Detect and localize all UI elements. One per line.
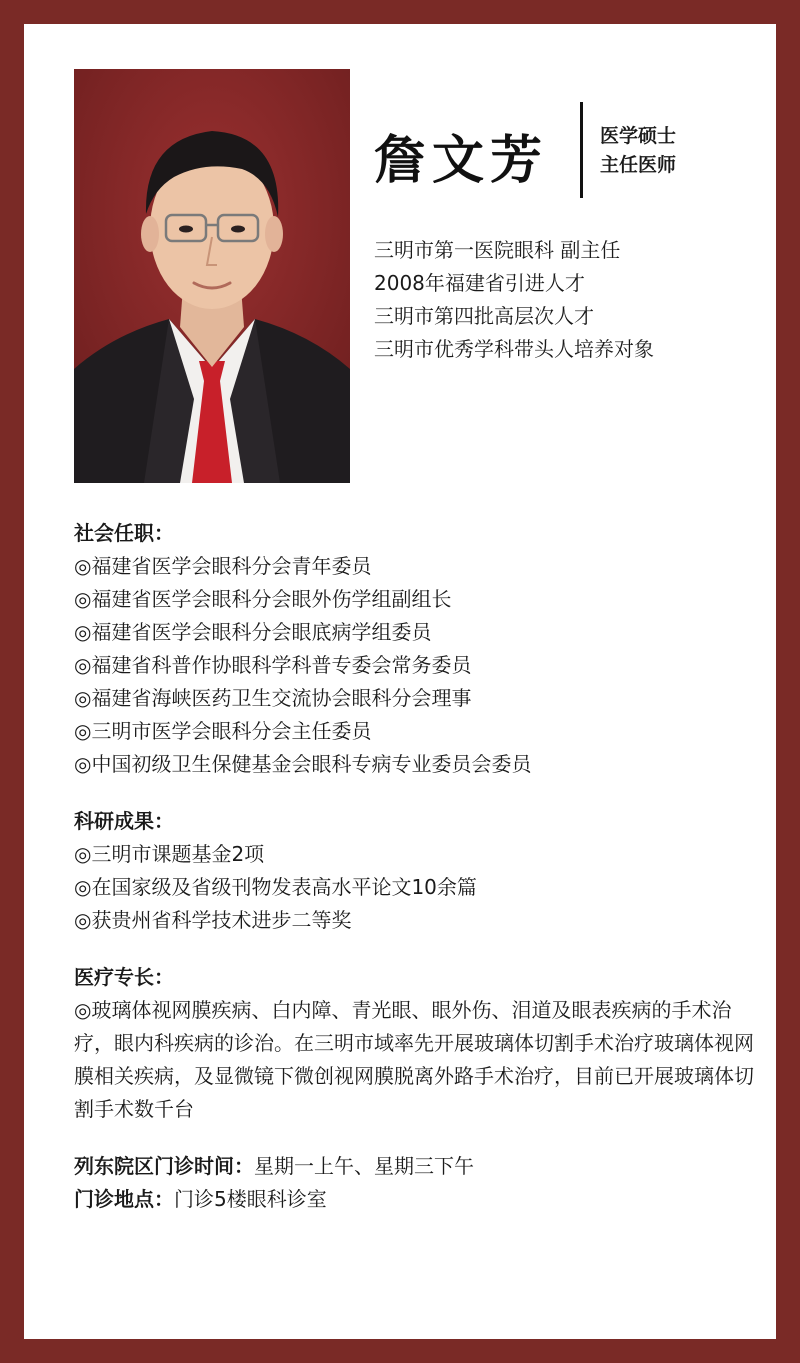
- specialty-text: ◎玻璃体视网膜疾病、白内障、青光眼、眼外伤、泪道及眼表疾病的手术治疗，眼内科疾病的诊治。在三明市域率先开展玻璃体切割手术治疗玻璃体视网膜相关疾病，及显微镜下微创视网膜脱离外路手术治疗，目前已开展玻璃体切割手术数千台: [74, 998, 754, 1121]
- list-item: ◎在国家级及省级刊物发表高水平论文10余篇: [74, 875, 477, 899]
- clinic-time: [74, 1150, 754, 1183]
- doctor-photo: [74, 69, 350, 483]
- profile-card: [24, 24, 776, 1339]
- doctor-intro: [374, 234, 654, 366]
- research-section: [74, 805, 754, 937]
- list-item: ◎三明市课题基金2项: [74, 842, 265, 866]
- list-item: ◎福建省海峡医药卫生交流协会眼科分会理事: [74, 686, 472, 710]
- name-divider: [580, 102, 583, 198]
- doctor-titles: [600, 122, 676, 180]
- title-degree: 医学硕士: [600, 125, 677, 147]
- profile-sections: [74, 517, 754, 1240]
- clinic-section: [74, 1150, 754, 1216]
- list-item: ◎福建省医学会眼科分会青年委员: [74, 554, 372, 578]
- clinic-time-value: 星期一上午、星期三下午: [254, 1154, 474, 1178]
- section-heading: 科研成果：: [74, 809, 174, 833]
- doctor-name: 詹文芳: [374, 130, 549, 191]
- intro-line: 三明市第一医院眼科 副主任: [374, 238, 621, 262]
- specialty-section: [74, 961, 754, 1126]
- list-item: ◎三明市医学会眼科分会主任委员: [74, 719, 372, 743]
- section-heading: 医疗专长：: [74, 965, 174, 989]
- intro-line: 三明市第四批高层次人才: [374, 304, 594, 328]
- intro-line: 2008年福建省引进人才: [374, 271, 585, 295]
- list-item: ◎福建省科普作协眼科学科普专委会常务委员: [74, 653, 472, 677]
- title-rank: 主任医师: [600, 154, 677, 176]
- intro-line: 三明市优秀学科带头人培养对象: [374, 337, 654, 361]
- list-item: ◎福建省医学会眼科分会眼底病学组委员: [74, 620, 432, 644]
- list-item: ◎获贵州省科学技术进步二等奖: [74, 908, 352, 932]
- list-item: ◎中国初级卫生保健基金会眼科专病专业委员会委员: [74, 752, 532, 776]
- clinic-time-label: 列东院区门诊时间：: [74, 1154, 254, 1178]
- section-heading: 社会任职：: [74, 521, 174, 545]
- doctor-portrait-illustration: [74, 69, 350, 483]
- clinic-location-label: 门诊地点：: [74, 1187, 174, 1211]
- clinic-location-value: 门诊5楼眼科诊室: [174, 1187, 327, 1211]
- clinic-location: [74, 1183, 754, 1216]
- social-positions-section: [74, 517, 754, 781]
- list-item: ◎福建省医学会眼科分会眼外伤学组副组长: [74, 587, 452, 611]
